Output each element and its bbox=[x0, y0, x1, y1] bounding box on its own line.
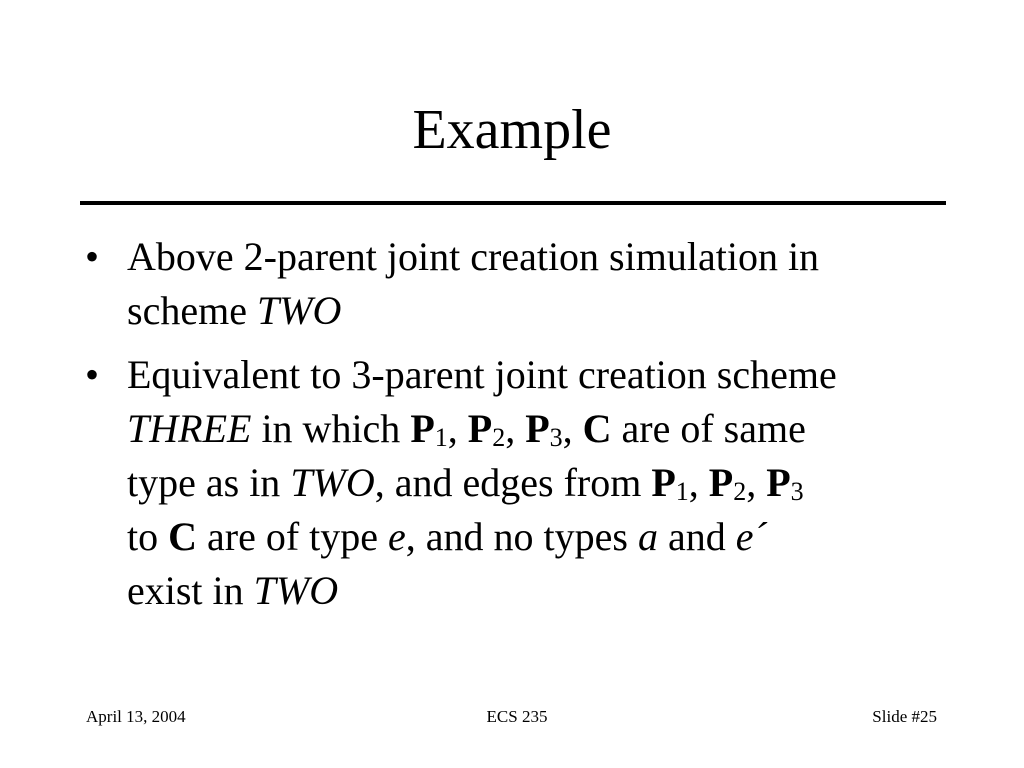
bullet-text-line bbox=[127, 230, 955, 284]
text-run: TWO bbox=[256, 288, 342, 333]
bullet-item bbox=[85, 230, 955, 338]
text-run: P bbox=[651, 460, 676, 505]
bullet-text-line bbox=[127, 348, 955, 402]
text-run: and bbox=[657, 514, 736, 559]
footer-course: ECS 235 bbox=[486, 707, 548, 726]
text-run: TWO bbox=[290, 460, 375, 505]
text-run: 1 bbox=[434, 423, 448, 452]
text-run: scheme bbox=[127, 288, 257, 333]
text-run: C bbox=[582, 406, 612, 451]
bullet-marker: • bbox=[85, 234, 100, 279]
text-run: 2 bbox=[492, 423, 506, 452]
text-run: type as in bbox=[127, 460, 291, 505]
bullet-marker: • bbox=[85, 352, 100, 397]
text-run: 3 bbox=[790, 477, 804, 506]
text-run: Above 2-parent joint creation simulation in bbox=[127, 234, 820, 279]
text-run: e bbox=[388, 514, 406, 559]
text-run: are of type bbox=[197, 514, 389, 559]
text-run: 1 bbox=[675, 477, 689, 506]
bullet-text-line bbox=[127, 284, 955, 338]
text-run: C bbox=[168, 514, 198, 559]
text-run: , bbox=[562, 406, 583, 451]
text-run: P bbox=[410, 406, 435, 451]
text-run: , bbox=[746, 460, 767, 505]
text-run: in which bbox=[251, 406, 411, 451]
footer-slide-number: Slide #25 bbox=[872, 707, 937, 726]
text-run: , and no types bbox=[405, 514, 638, 559]
text-run: , and edges from bbox=[374, 460, 652, 505]
text-run: , bbox=[447, 406, 468, 451]
bullet-text-line bbox=[127, 456, 955, 510]
text-run: a bbox=[637, 514, 658, 559]
bullet-text-line bbox=[127, 564, 955, 618]
bullet-item bbox=[85, 348, 955, 618]
slide-title: Example bbox=[412, 99, 612, 161]
text-run: to bbox=[127, 514, 169, 559]
bullet-text-line bbox=[127, 402, 955, 456]
bullet-text-line bbox=[127, 510, 955, 564]
text-run: e´ bbox=[735, 514, 767, 559]
text-run: THREE bbox=[127, 406, 252, 451]
text-run: TWO bbox=[253, 568, 339, 613]
text-run: P bbox=[525, 406, 550, 451]
bullet-list bbox=[85, 230, 955, 628]
text-run: P bbox=[708, 460, 734, 505]
text-run: , bbox=[505, 406, 526, 451]
text-run: 3 bbox=[549, 423, 563, 452]
text-run: exist in bbox=[127, 568, 254, 613]
title-divider bbox=[80, 201, 946, 205]
text-run: are of same bbox=[611, 406, 806, 451]
text-run: Equivalent to 3-parent joint creation scheme bbox=[127, 352, 837, 397]
text-run: P bbox=[467, 406, 493, 451]
text-run: , bbox=[688, 460, 709, 505]
footer-date: April 13, 2004 bbox=[86, 707, 186, 726]
text-run: 2 bbox=[733, 477, 747, 506]
text-run: P bbox=[766, 460, 791, 505]
